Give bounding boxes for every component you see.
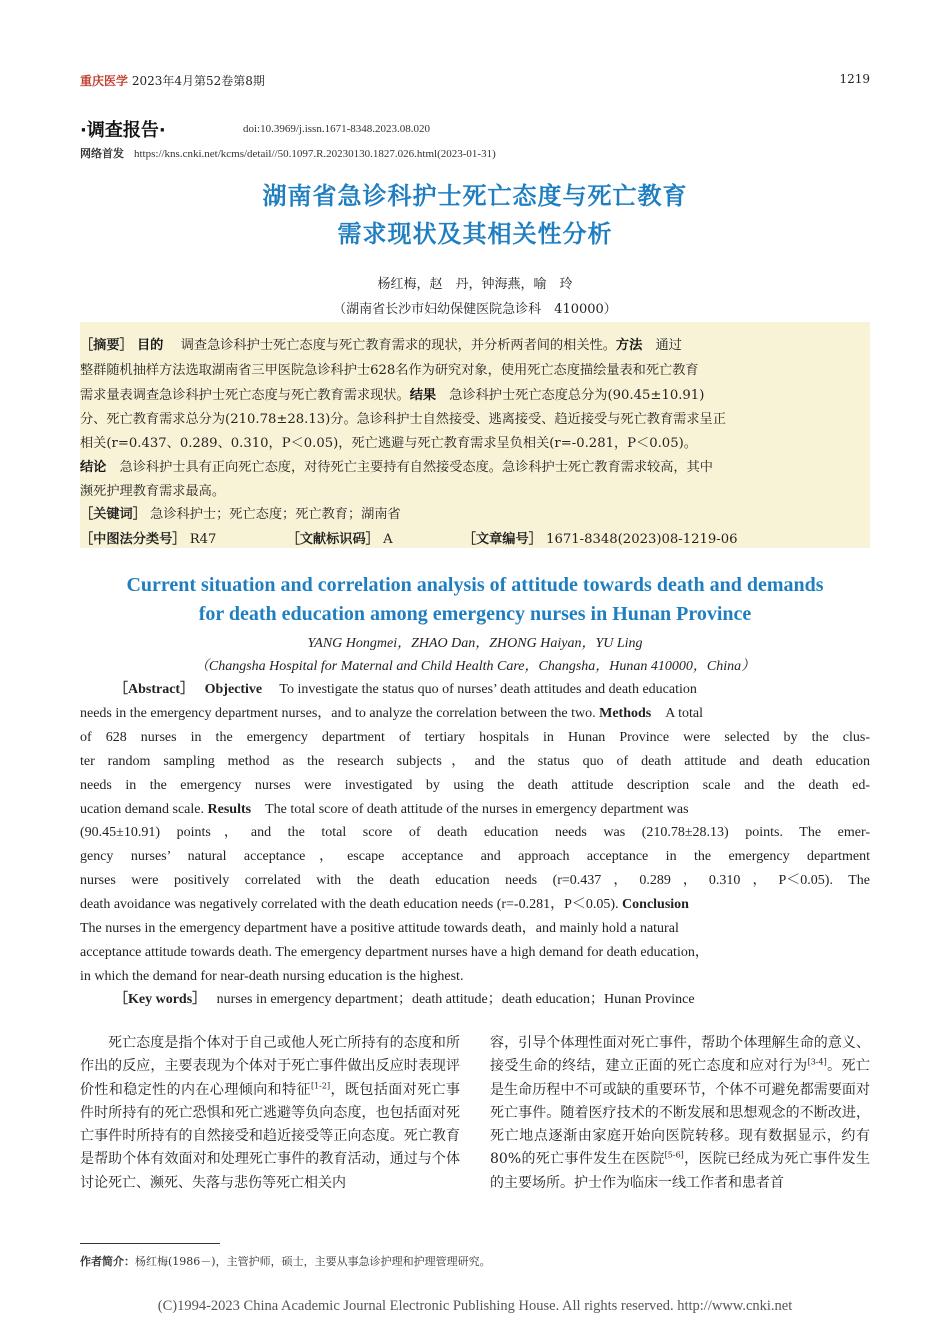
author-footnote (80, 1253, 491, 1269)
abstract-en-line: ter random sampling method as the research subjects，and the status quo of death attitude and death education (80, 754, 870, 769)
clc-label: ［中图法分类号］ (80, 532, 186, 547)
abstract-en-text: ucation demand scale. (80, 802, 205, 817)
page-number: 1219 (839, 72, 870, 86)
abstract-en-line: needs in the emergency nurses were investigated by using the death attitude description scale and the death ed- (80, 778, 870, 793)
footnote-text: 杨红梅(1986－)，主管护师，硕士，主要从事急诊护理和护理管理研究。 (135, 1255, 491, 1268)
abstract-cn-text: 急诊科护士死亡态度总分为(90.45±10.91) (449, 388, 705, 403)
results-en-label: Results (207, 802, 252, 817)
keywords-en: nurses in emergency department；death attitude；death education；Hunan Province (216, 992, 695, 1007)
running-header (80, 72, 870, 90)
keywords-cn-label: ［关键词］ (80, 507, 146, 522)
online-first-url[interactable]: https://kns.cnki.net/kcms/detail//50.1097.R.20230130.1827.026.html(2023-01-31) (134, 148, 496, 160)
copyright-notice: (C)1994-2023 China Academic Journal Electronic Publishing House. All rights reserved. http://www.cnki.net (157, 1298, 793, 1314)
online-first-label: 网络首发 (80, 147, 124, 160)
article-no-label: ［文章编号］ (462, 532, 542, 547)
abstract-en-line (80, 680, 870, 700)
body-column-right (490, 1032, 870, 1195)
citation[interactable]: [1-2] (310, 1080, 331, 1090)
article-no-value: 1671-8348(2023)08-1219-06 (546, 532, 738, 547)
results-cn-label: 结果 (409, 388, 437, 403)
abstract-cn-line (80, 337, 870, 355)
keywords-cn-line (80, 506, 870, 524)
abstract-en-text: To investigate the status quo of nurses’ death attitudes and death education (279, 682, 697, 697)
abstract-en-line (80, 800, 870, 820)
abstract-en-label: ［Abstract］ (114, 682, 188, 697)
doc-code-value: A (383, 532, 393, 547)
abstract-cn-label: ［摘要］ (80, 338, 133, 353)
abstract-cn-text: 需求量表调查急诊科护士死亡态度与死亡教育需求现状。 (80, 388, 410, 403)
body-text: ，既包括面对死亡事件时所持有的死亡恐惧和死亡逃避等负向态度，也包括面对死亡事件时所持有的自然接受和趋近接受等正向态度。死亡教育是帮助个体有效面对和处理死亡事件的教育活动，通过与个体讨论死亡、濒死、失落与悲伤等死亡相关内 (80, 1081, 461, 1191)
abstract-en-text: A total (665, 706, 703, 721)
abstract-en-line (80, 704, 870, 724)
classification-line (80, 531, 870, 549)
abstract-en-line (80, 895, 870, 915)
affiliation-cn: （湖南省长沙市妇幼保健医院急诊科 410000） (333, 302, 617, 317)
abstract-en-line: acceptance attitude towards death. The emergency department nurses have a high demand for death education， (80, 945, 709, 960)
abstract-cn-line: 分、死亡教育需求总分为(210.78±28.13)分。急诊科护士自然接受、逃离接受、趋近接受与死亡教育需求呈正 (80, 412, 726, 427)
abstract-en-text: The total score of death attitude of the nurses in emergency department was (265, 802, 689, 817)
citation[interactable]: [3-4] (807, 1057, 827, 1067)
abstract-cn-text: 通过 (655, 338, 682, 353)
abstract-en-line: The nurses in the emergency department have a positive attitude towards death，and mainly hold a natural (80, 921, 679, 936)
abstract-en-text: death avoidance was negatively correlated with the death education needs (r=-0.281，P＜0.05). (80, 897, 619, 912)
body-text: 容，引导个体理性面对死亡事件，帮助个体理解生命的意义、接受生命的终结，建立正面的死亡态度和应对行为 (490, 1035, 870, 1075)
doi: doi:10.3969/j.issn.1671-8348.2023.08.020 (243, 123, 431, 135)
abstract-cn-line: 整群随机抽样方法选取湖南省三甲医院急诊科护士628名作为研究对象，使用死亡态度描绘量表和死亡教育 (80, 363, 699, 378)
clc-value: R47 (189, 532, 217, 547)
keywords-en-label: ［Key words］ (114, 992, 200, 1007)
abstract-cn-line: 濒死护理教育需求最高。 (80, 484, 226, 499)
doc-code-label: ［文献标识码］ (286, 532, 379, 547)
title-cn-line-1: 湖南省急诊科护士死亡态度与死亡教育 (262, 182, 688, 210)
objective-en-label: Objective (204, 682, 263, 697)
title-en-line-1: Current situation and correlation analysis of attitude towards death and demands (126, 574, 824, 596)
abstract-cn-text: 调查急诊科护士死亡态度与死亡教育需求的现状，并分析两者间的相关性。 (180, 338, 616, 353)
citation[interactable]: [5-6] (664, 1150, 684, 1160)
abstract-en-text: needs in the emergency department nurses，and to analyze the correlation between the two. (80, 706, 596, 721)
title-en-line-2: for death education among emergency nurses in Hunan Province (198, 603, 752, 625)
methods-en-label: Methods (599, 706, 652, 721)
article-category: ·调查报告· (80, 120, 166, 141)
journal-issue: 2023年4月第52卷第8期 (131, 74, 265, 88)
abstract-cn-text: 急诊科护士具有正向死亡态度，对待死亡主要持有自然接受态度。急诊科护士死亡教育需求较高，其中 (119, 460, 713, 475)
objective-cn-label: 目的 (136, 338, 164, 353)
abstract-cn-line: 相关(r=0.437、0.289、0.310，P＜0.05)，死亡逃避与死亡教育需求呈负相关(r=-0.281，P＜0.05)。 (80, 436, 697, 451)
authors-en: YANG Hongmei，ZHAO Dan，ZHONG Haiyan，YU Ling (307, 636, 643, 651)
footnote-label: 作者简介： (80, 1255, 135, 1268)
keywords-cn: 急诊科护士；死亡态度；死亡教育；湖南省 (150, 507, 401, 522)
conclusion-cn-label: 结论 (80, 460, 107, 475)
abstract-cn-line (80, 387, 870, 405)
journal-name: 重庆医学 (80, 74, 129, 88)
online-first-line (80, 145, 496, 161)
abstract-cn-line (80, 459, 870, 477)
abstract-en-line: of 628 nurses in the emergency department of tertiary hospitals in Hunan Province were selected by the clus- (80, 730, 870, 745)
keywords-en-line (80, 990, 870, 1010)
body-column-left (80, 1032, 460, 1195)
conclusion-en-label: Conclusion (622, 897, 689, 912)
abstract-en-line: gency nurses’ natural acceptance，escape acceptance and approach acceptance in the emergency department (80, 849, 870, 864)
footnote-divider (80, 1243, 220, 1244)
body-text: 死亡态度是指个体对于自己或他人死亡所持有的态度和所作出的反应，主要表现为个体对于死亡事件做出反应时表现评价性和稳定性的内在心理倾向和特征 (80, 1035, 460, 1098)
abstract-en-line: nurses were positively correlated with the death education needs (r=0.437，0.289，0.310，P＜0.05). The (80, 873, 870, 888)
body-text: 。死亡是生命历程中不可或缺的重要环节，个体不可避免都需要面对死亡事件。随着医疗技术的不断发展和思想观念的不断改进，死亡地点逐渐由家庭开始向医院转移。现有数据显示，约有80%的死亡事件发生在医院 (490, 1058, 871, 1168)
body-text: ，医院已经成为死亡事件发生的主要场所。护士作为临床一线工作者和患者首 (490, 1151, 870, 1191)
title-cn-line-2: 需求现状及其相关性分析 (337, 220, 613, 248)
abstract-en-line: in which the demand for near-death nursing education is the highest. (80, 969, 464, 984)
methods-cn-label: 方法 (615, 338, 643, 353)
abstract-en-line: (90.45±10.91) points，and the total score of death education needs was (210.78±28.13) points. The emer- (80, 825, 870, 840)
affiliation-en: （Changsha Hospital for Maternal and Child Health Care，Changsha，Hunan 410000，China） (194, 659, 756, 674)
authors-cn: 杨红梅，赵 丹，钟海燕，喻 玲 (377, 277, 573, 292)
